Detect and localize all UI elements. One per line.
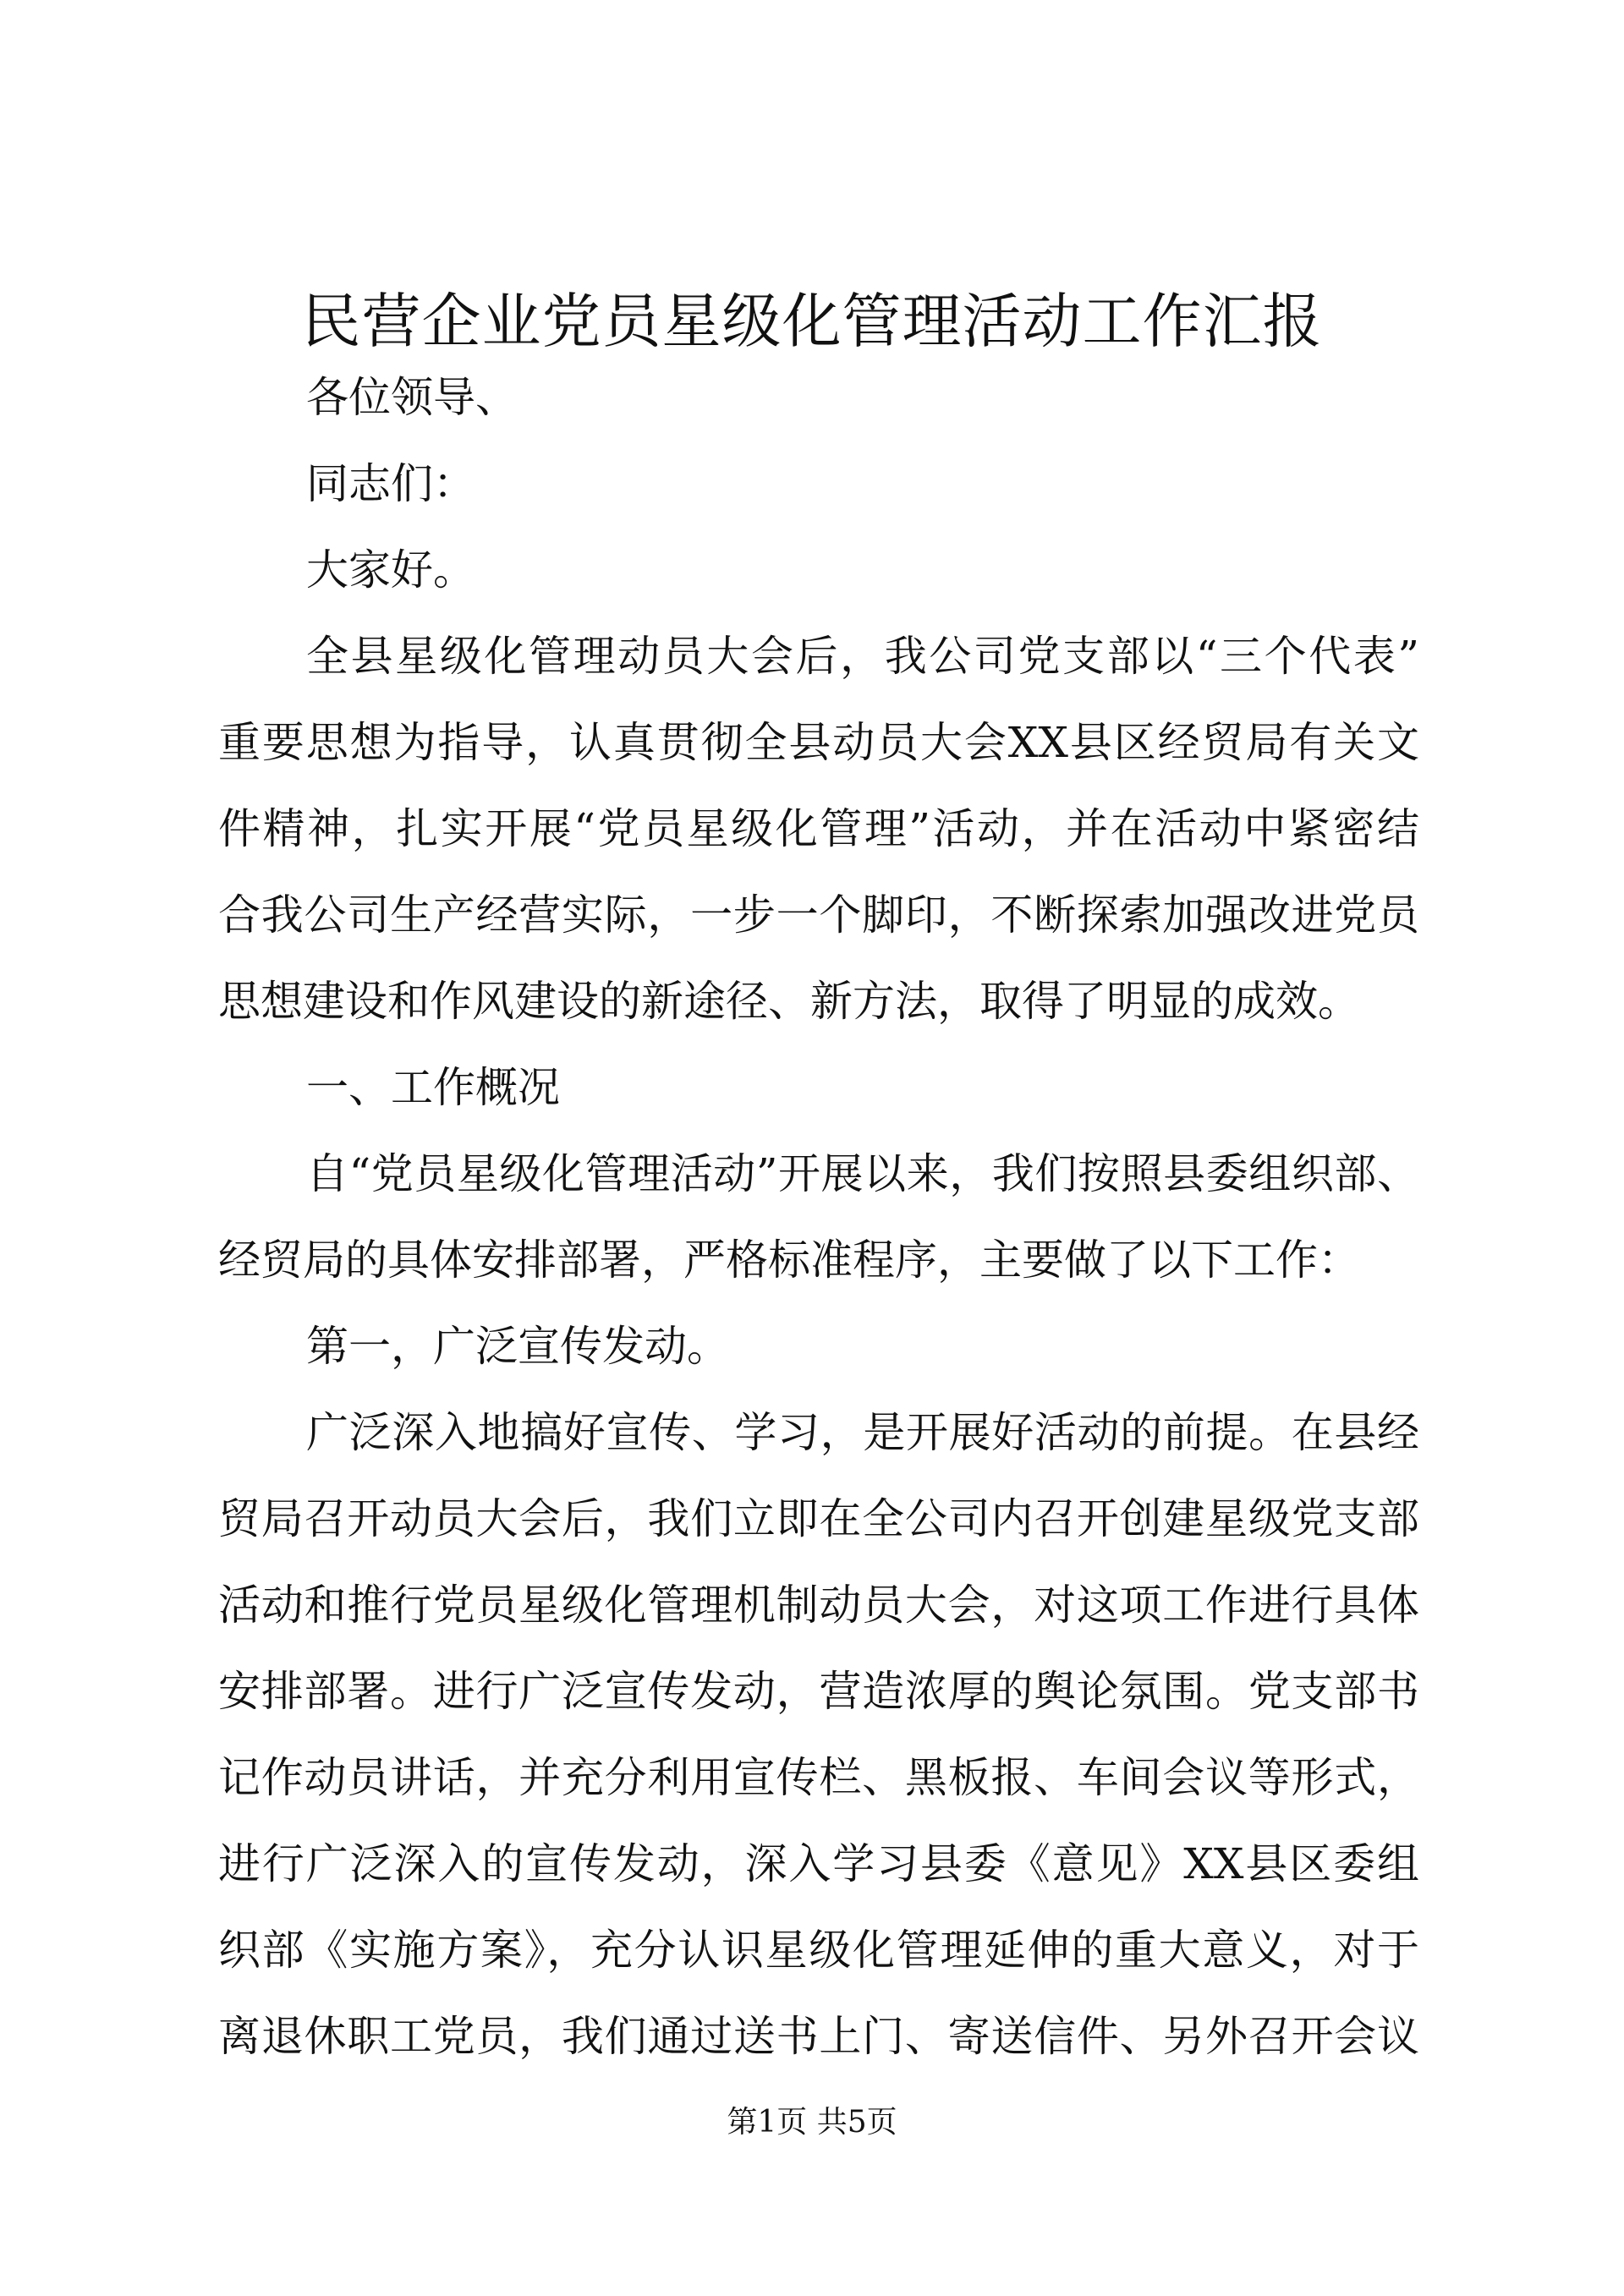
paragraph-line: 自“党员星级化管理活动”开展以来，我们按照县委组织部、 — [306, 1149, 1419, 1198]
paragraph-line: 安排部署。进行广泛宣传发动，营造浓厚的舆论氛围。党支部书 — [218, 1667, 1419, 1716]
paragraph-line: 进行广泛深入的宣传发动，深入学习县委《意见》XX县区委组 — [218, 1839, 1419, 1888]
greeting-line: 大家好。 — [306, 545, 475, 595]
salutation-line: 各位领导、 — [306, 373, 518, 422]
paragraph-line: 重要思想为指导，认真贯彻全县动员大会XX县区经贸局有关文 — [218, 718, 1419, 767]
paragraph-line: 全县星级化管理动员大会后，我公司党支部以“三个代表” — [306, 632, 1419, 681]
document-title: 民营企业党员星级化管理活动工作汇报 — [301, 287, 1323, 356]
paragraph-line: 记作动员讲话，并充分利用宣传栏、黑板报、车间会议等形式， — [218, 1753, 1419, 1802]
section-heading: 一、工作概况 — [306, 1063, 560, 1112]
page-footer: 第1页 共5页 — [727, 2105, 897, 2140]
paragraph-line: 件精神，扎实开展“党员星级化管理”活动，并在活动中紧密结 — [218, 804, 1419, 853]
paragraph-line: 织部《实施方案》，充分认识星级化管理延伸的重大意义，对于 — [218, 1926, 1419, 1975]
paragraph-line: 广泛深入地搞好宣传、学习，是开展好活动的前提。在县经 — [306, 1408, 1419, 1457]
paragraph-line: 合我公司生产经营实际，一步一个脚印，不断探索加强改进党员 — [218, 890, 1419, 940]
paragraph-line: 活动和推行党员星级化管理机制动员大会，对这项工作进行具体 — [218, 1581, 1419, 1630]
paragraph-line: 离退休职工党员，我们通过送书上门、寄送信件、另外召开会议 — [218, 2012, 1419, 2061]
paragraph-line: 思想建设和作风建设的新途径、新方法，取得了明显的成效。 — [218, 977, 1360, 1026]
subsection-heading: 第一，广泛宣传发动。 — [306, 1322, 729, 1371]
salutation-line: 同志们： — [306, 459, 475, 508]
paragraph-line: 经贸局的具体安排部署，严格标准程序，主要做了以下工作： — [218, 1236, 1360, 1285]
paragraph-line: 贸局召开动员大会后，我们立即在全公司内召开创建星级党支部 — [218, 1494, 1419, 1543]
